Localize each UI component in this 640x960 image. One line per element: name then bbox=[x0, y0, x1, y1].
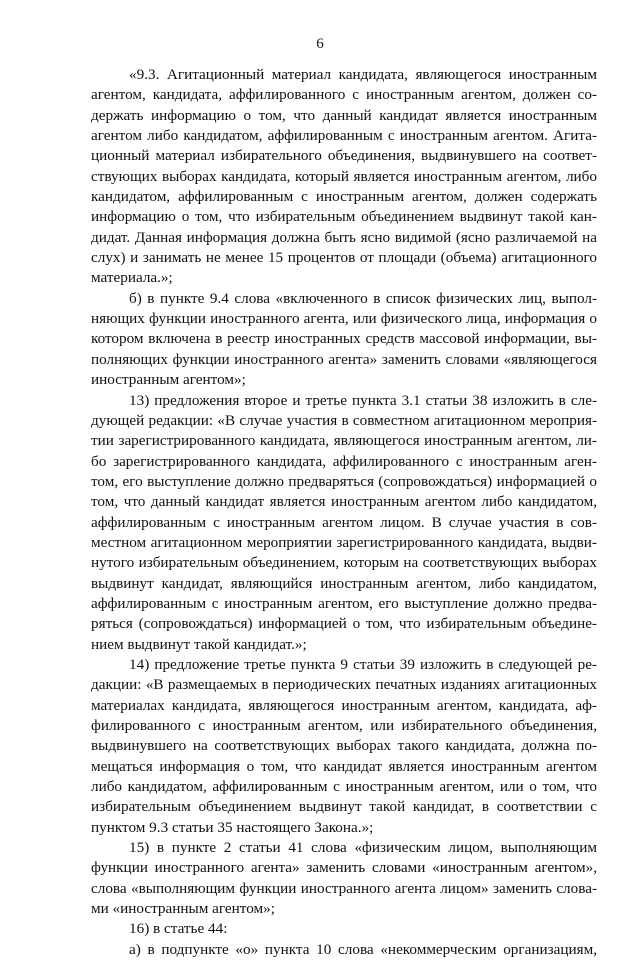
text-line: а) в подпункте «о» пункта 10 слова «некоммерческим организациям, bbox=[129, 940, 597, 958]
text-line: ряться (сопровождаться) информацией о том, что избирательным объедине- bbox=[91, 615, 597, 633]
text-line: тии зарегистрированного кандидата, являющегося иностранным агентом, ли- bbox=[91, 432, 597, 450]
text-line: местном агитационном мероприятии зарегистрированного кандидата, выдви- bbox=[91, 533, 597, 551]
text-line: слух) и занимать не менее 15 процентов от площади (объема) агитационного bbox=[91, 249, 597, 267]
text-line: информацию о том, что избирательным объединением выдвинут такой кан- bbox=[91, 208, 597, 226]
text-line: 14) предложение третье пункта 9 статьи 39 изложить в следующей ре- bbox=[129, 655, 597, 673]
text-line: аффилированным с иностранным агентом, его выступление должно предва- bbox=[91, 594, 597, 612]
text-line: мещаться информация о том, что кандидат является иностранным агентом bbox=[91, 757, 597, 775]
text-line: том, что данный кандидат является иностранным агентом либо кандидатом, bbox=[91, 493, 597, 511]
text-line: аффилированным с иностранным агентом лицом. В случае участия в сов- bbox=[91, 513, 597, 531]
text-line: бо зарегистрированного кандидата, аффилированного с иностранным аген- bbox=[91, 452, 597, 470]
text-line: ционный материал избирательного объединения, выдвинувшего на соответ- bbox=[91, 147, 597, 165]
document-body bbox=[91, 65, 597, 960]
text-line: дующей редакции: «В случае участия в совместном агитационном мероприя- bbox=[91, 411, 597, 429]
text-line: слова «выполняющим функции иностранного агента лицом» заменить слова- bbox=[91, 879, 597, 897]
page-number: 6 bbox=[316, 36, 324, 52]
text-line: дакции: «В размещаемых в периодических печатных изданиях агитационных bbox=[91, 676, 597, 694]
text-line: б) в пункте 9.4 слова «включенного в список физических лиц, выпол- bbox=[129, 289, 597, 307]
text-line: 13) предложения второе и третье пункта 3.1 статьи 38 изложить в сле- bbox=[129, 391, 597, 409]
text-line: том, его выступление должно предваряться (сопровождаться) информацией о bbox=[91, 472, 597, 490]
text-line: кандидатом, аффилированным с иностранным агентом, должен содержать bbox=[91, 188, 597, 206]
text-line: няющих функции иностранного агента, или физического лица, информация о bbox=[91, 310, 597, 328]
text-line: агентом либо кандидатом, аффилированным с иностранным агентом. Агита- bbox=[91, 127, 597, 145]
text-line: ствующих выборах кандидата, который является иностранным агентом, либо bbox=[91, 167, 597, 185]
text-line: нутого избирательным объединением, которым на соответствующих выборах bbox=[91, 554, 597, 572]
text-line: выдвинут кандидат, являющийся иностранным агентом, либо кандидатом, bbox=[91, 574, 597, 592]
text-line: либо кандидатом, аффилированным с иностранным агентом, или о том, что bbox=[91, 778, 597, 796]
text-line: полняющих функции иностранного агента» заменить словами «являющегося bbox=[91, 350, 597, 368]
text-line: выдвинувшего на соответствующих выборах такого кандидата, должна по- bbox=[91, 737, 597, 755]
text-line: «9.3. Агитационный материал кандидата, являющегося иностранным bbox=[129, 66, 597, 83]
text-line: дидат. Данная информация должна быть ясно видимой (ясно различаемой на bbox=[91, 228, 597, 246]
text-line: держать информацию о том, что данный кандидат является иностранным bbox=[91, 106, 597, 124]
text-line: функции иностранного агента» заменить словами «иностранным агентом», bbox=[91, 859, 597, 877]
text-line: 15) в пункте 2 статьи 41 слова «физическим лицом, выполняющим bbox=[129, 839, 597, 857]
text-line: иностранным агентом»; bbox=[91, 371, 246, 389]
text-line: материалах кандидата, являющегося иностранным агентом, кандидата, аф- bbox=[91, 696, 597, 714]
text-line: котором включена в реестр иностранных средств массовой информации, вы- bbox=[91, 330, 597, 348]
text-line: материала.»; bbox=[91, 269, 173, 287]
text-line: нием выдвинут такой кандидат.»; bbox=[91, 635, 307, 653]
text-line: пунктом 9.3 статьи 35 настоящего Закона.»; bbox=[91, 818, 374, 836]
text-line: филированного с иностранным агентом, или избирательного объединения, bbox=[91, 717, 597, 734]
text-line: 16) в статье 44: bbox=[129, 920, 228, 938]
text-line: ми «иностранным агентом»; bbox=[91, 900, 275, 918]
text-line: агентом, кандидата, аффилированного с иностранным агентом, должен со- bbox=[91, 86, 597, 104]
text-line: избирательным объединением выдвинут такой кандидат, в соответствии с bbox=[91, 798, 597, 816]
